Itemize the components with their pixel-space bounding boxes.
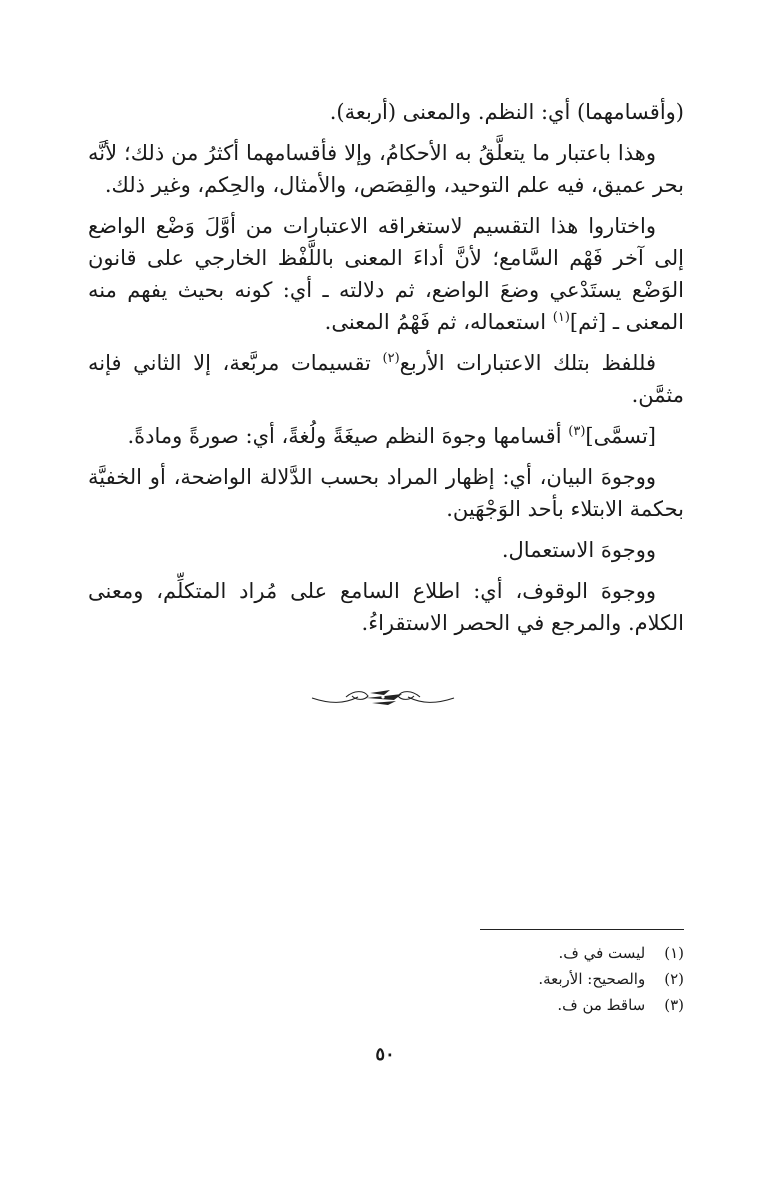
paragraph-6 — [88, 461, 684, 525]
footnote-separator — [480, 929, 684, 930]
paragraph-text-tail: تقسيمات مربَّعة، إلا الثاني فإنه مثمَّن. — [88, 351, 684, 407]
paragraph-text: ووجوهَ الوقوف، أي: اطلاع السامع على مُراد المتكلِّم، ومعنى الكلام. والمرجع في الحصر الاستقراءُ. — [88, 579, 684, 635]
paragraph-text-tail: استعماله، ثم فَهْمُ المعنى. — [324, 310, 547, 334]
footnote-number: (٣) — [664, 996, 684, 1014]
footnote-marker: (٣) — [568, 424, 586, 439]
page-number: ٥٠ — [375, 1044, 395, 1065]
footnote-number: (١) — [664, 944, 684, 962]
footnotes — [284, 940, 684, 1018]
paragraph-7 — [88, 534, 684, 566]
footnote-text: ساقط من ف. — [557, 996, 646, 1014]
paragraph-text: (وأقسامهما) أي: النظم. والمعنى (أربعة). — [329, 100, 684, 124]
paragraph-8 — [88, 575, 684, 639]
page-body — [88, 96, 684, 648]
paragraph-5 — [88, 420, 684, 452]
paragraph-1 — [88, 96, 684, 128]
paragraph-2 — [88, 137, 684, 201]
footnote-1 — [284, 940, 684, 966]
footnote-text: ليست في ف. — [558, 944, 646, 962]
paragraph-text-tail: أقسامها وجوهَ النظم صيغَةً ولُغةً، أي: صورةً ومادةً. — [127, 424, 562, 448]
footnote-text: والصحيح: الأربعة. — [538, 970, 646, 988]
footnote-3 — [284, 992, 684, 1018]
bracketed-insertion: [ثم] — [569, 310, 607, 334]
footnote-marker: (١) — [552, 310, 570, 325]
paragraph-text: ووجوهَ البيان، أي: إظهار المراد بحسب الدَّلالة الواضحة، أو الخفيَّة بحكمة الابتلاء بأحد الوَجْهَين. — [88, 465, 684, 521]
footnote-number: (٢) — [664, 970, 684, 988]
paragraph-3 — [88, 210, 684, 338]
paragraph-text: [تسمَّى] — [585, 424, 656, 448]
paragraph-text: ووجوهَ الاستعمال. — [501, 538, 656, 562]
footnote-marker: (٢) — [382, 351, 400, 366]
paragraph-4 — [88, 347, 684, 411]
paragraph-text: فللفظ بتلك الاعتبارات الأربع — [399, 351, 656, 375]
decorative-divider-icon — [310, 684, 456, 710]
paragraph-text: واختاروا هذا التقسيم لاستغراقه الاعتبارات من أوَّلَ وَضْع الواضع إلى آخر فَهْم السَّامع؛ لأنَّ أداءَ المعنى باللَّفْظ الخارجي على قانون الوَضْع يستَدْعي وضعَ الواضع، ثم دلالته ـ أي: كونه بحيث يفهم منه المعنى ـ — [88, 214, 684, 334]
footnote-2 — [284, 966, 684, 992]
paragraph-text: وهذا باعتبار ما يتعلَّقُ به الأحكامُ، وإلا فأقسامهما أكثرُ من ذلك؛ لأنَّه بحر عميق، فيه علم التوحيد، والقِصَص، والأمثال، والحِكم، وغير ذلك. — [88, 141, 684, 197]
